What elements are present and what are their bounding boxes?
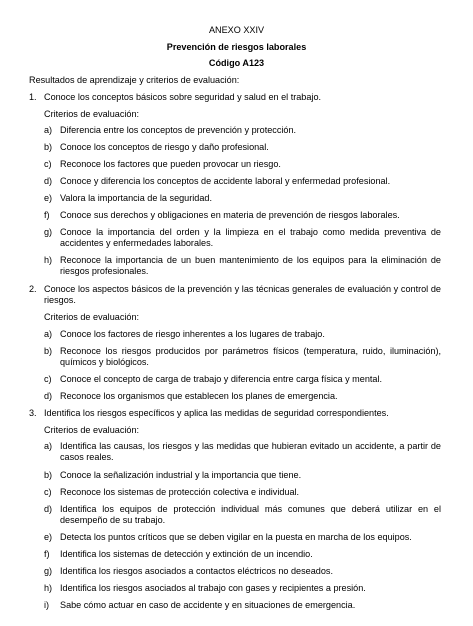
outcome-text: Conoce los conceptos básicos sobre seguridad y salud en el trabajo. bbox=[44, 92, 322, 102]
criterion-text: Reconoce los sistemas de protección colectiva e individual. bbox=[60, 487, 300, 497]
criteria-heading: Criterios de evaluación: bbox=[44, 312, 140, 322]
criterion-text: Conoce la importancia del orden y la limpieza en el trabajo como medida preventiva de accidentes y enfermedades laborales. bbox=[60, 227, 441, 248]
annex-heading: ANEXO XXIV bbox=[208, 25, 265, 35]
criterion-text: Identifica los riesgos asociados a contactos eléctricos no deseados. bbox=[60, 566, 333, 576]
criterion-letter: f) bbox=[44, 549, 50, 559]
criterion-letter: f) bbox=[44, 210, 50, 220]
criterion-letter: d) bbox=[44, 391, 53, 401]
outcome-text: Conoce los aspectos básicos de la prevención y las técnicas generales de evaluación y control de riesgos. bbox=[44, 284, 441, 305]
criterion-text: Conoce la señalización industrial y la importancia que tiene. bbox=[60, 470, 302, 480]
criterion-letter: c) bbox=[44, 374, 52, 384]
module-code: Código A123 bbox=[208, 58, 265, 68]
criterion-text: Conoce sus derechos y obligaciones en materia de prevención de riesgos laborales. bbox=[60, 210, 400, 220]
criterion-letter: h) bbox=[44, 583, 53, 593]
outcome-number: 3. bbox=[29, 408, 37, 418]
criterion-text: Identifica los sistemas de detección y extinción de un incendio. bbox=[60, 549, 313, 559]
criterion-letter: b) bbox=[44, 346, 53, 356]
criterion-letter: d) bbox=[44, 176, 53, 186]
intro-text: Resultados de aprendizaje y criterios de evaluación: bbox=[29, 75, 240, 85]
criterion-letter: a) bbox=[44, 125, 53, 135]
criterion-text: Identifica las causas, los riesgos y las medidas que hubieran evitado un accidente, a partir de casos reales. bbox=[60, 441, 441, 462]
criterion-text: Conoce y diferencia los conceptos de accidente laboral y enfermedad profesional. bbox=[60, 176, 391, 186]
criterion-letter: h) bbox=[44, 255, 53, 265]
criterion-letter: b) bbox=[44, 142, 53, 152]
outcome-number: 1. bbox=[29, 92, 37, 102]
criterion-text: Detecta los puntos críticos que se deben vigilar en la puesta en marcha de los equipos. bbox=[60, 532, 412, 542]
criterion-letter: e) bbox=[44, 193, 53, 203]
outcome-number: 2. bbox=[29, 284, 37, 294]
criterion-text: Conoce los conceptos de riesgo y daño profesional. bbox=[60, 142, 269, 152]
criterion-letter: e) bbox=[44, 532, 53, 542]
criterion-text: Conoce los factores de riesgo inherentes a los lugares de trabajo. bbox=[60, 329, 325, 339]
criterion-text: Conoce el concepto de carga de trabajo y diferencia entre carga física y mental. bbox=[60, 374, 383, 384]
outcome-text: Identifica los riesgos específicos y aplica las medidas de seguridad correspondientes. bbox=[44, 408, 389, 418]
module-title: Prevención de riesgos laborales bbox=[166, 42, 307, 52]
criterion-letter: c) bbox=[44, 159, 52, 169]
criterion-text: Reconoce los riesgos producidos por parámetros físicos (temperatura, ruido, iluminación), químicos y biológicos. bbox=[60, 346, 441, 367]
criterion-letter: g) bbox=[44, 566, 53, 576]
criterion-letter: i) bbox=[44, 600, 50, 610]
criterion-letter: g) bbox=[44, 227, 53, 237]
criterion-text: Valora la importancia de la seguridad. bbox=[60, 193, 212, 203]
criterion-letter: b) bbox=[44, 470, 53, 480]
criterion-letter: c) bbox=[44, 487, 52, 497]
criterion-letter: a) bbox=[44, 441, 53, 451]
criterion-letter: a) bbox=[44, 329, 53, 339]
criterion-text: Identifica los equipos de protección individual más comunes que deberá utilizar en el desempeño de su trabajo. bbox=[60, 504, 441, 525]
criterion-letter: d) bbox=[44, 504, 53, 514]
criterion-text: Reconoce los organismos que establecen los planes de emergencia. bbox=[60, 391, 338, 401]
criterion-text: Reconoce los factores que pueden provocar un riesgo. bbox=[60, 159, 281, 169]
criterion-text: Reconoce la importancia de un buen mantenimiento de los equipos para la eliminación de riesgos profesionales. bbox=[60, 255, 441, 276]
criterion-text: Identifica los riesgos asociados al trabajo con gases y recipientes a presión. bbox=[60, 583, 366, 593]
criterion-text: Diferencia entre los conceptos de prevención y protección. bbox=[60, 125, 297, 135]
criteria-heading: Criterios de evaluación: bbox=[44, 425, 140, 435]
criteria-heading: Criterios de evaluación: bbox=[44, 109, 140, 119]
criterion-text: Sabe cómo actuar en caso de accidente y en situaciones de emergencia. bbox=[60, 600, 356, 610]
